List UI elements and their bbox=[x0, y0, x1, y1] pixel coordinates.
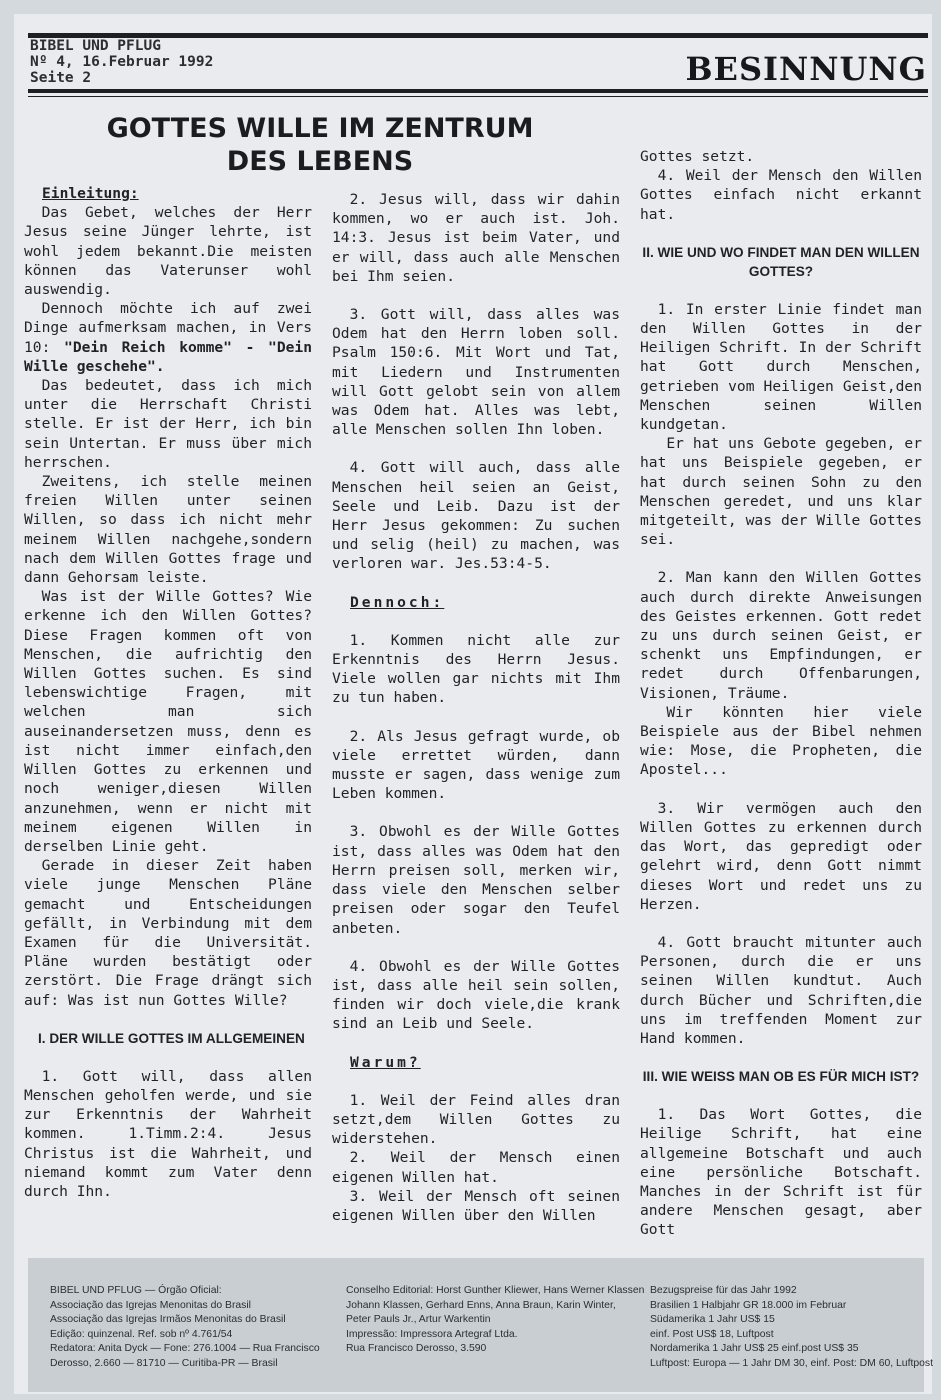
section-title: BESINNUNG bbox=[685, 50, 927, 88]
paragraph-text: Dennoch möchte ich auf zwei Dinge aufmerksam machen, in Vers 10: bbox=[24, 300, 312, 356]
list-item-continued: Gottes setzt. bbox=[640, 148, 755, 165]
intro-heading: Einleitung: bbox=[42, 185, 139, 202]
article-headline bbox=[40, 112, 600, 178]
imprint-line: Edição: quinzenal. Ref. sob nº 4.761/54 bbox=[50, 1328, 233, 1340]
headline-line-1: GOTTES WILLE IM ZENTRUM bbox=[106, 113, 534, 144]
imprint-editorial bbox=[346, 1284, 646, 1357]
imprint-line: Johann Klassen, Gerhard Enns, Anna Braun, Karin Winter, bbox=[346, 1299, 616, 1311]
imprint-line: BIBEL UND PFLUG — Órgão Oficial: bbox=[50, 1285, 222, 1296]
list-item: 3. Obwohl es der Wille Gottes ist, dass alles was Odem hat den Herrn preisen soll, merken wir, dass viele den Menschen selber preisen oder sogar den Teufel anbeten. bbox=[332, 823, 620, 937]
header-rule bbox=[28, 89, 928, 93]
imprint-line: Peter Pauls Jr., Artur Warkentin bbox=[346, 1314, 491, 1326]
paragraph: Wir könnten hier viele Beispiele aus der Bibel nehmen wie: Mose, die Propheten, die Apostel... bbox=[640, 703, 922, 779]
list-item: 4. Obwohl es der Wille Gottes ist, dass alle heil sein sollen, finden wir doch viele,die krank sind an Leib und Seele. bbox=[332, 957, 620, 1033]
list-item: 3. Gott will, dass alles was Odem hat den Herrn loben soll. Psalm 150:6. Mit Wort und Tat, mit Liedern und Instrumenten will Gott gelobt sein von allem was Odem hat. Alles was lebt, alle Menschen sollen Ihn loben. bbox=[332, 306, 620, 439]
list-item: 4. Gott will auch, dass alle Menschen heil seien an Geist, Seele und Leib. Dazu ist der Herr Jesus gekommen: Zu suchen und selig (heil) zu machen, was verloren war. Jes.53:4-5. bbox=[332, 459, 620, 573]
paragraph: Das bedeutet, dass ich mich unter die Herrschaft Christi stelle. Er ist der Herr, ich bin sein Untertan. Er muss über mich herrschen. bbox=[24, 377, 312, 471]
section-1-heading: I. DER WILLE GOTTES IM ALLGEMEINEN bbox=[38, 1030, 305, 1046]
imprint-line: Derosso, 2.660 — 81710 — Curitiba-PR — Brasil bbox=[50, 1357, 278, 1369]
imprint-line: Bezugspreise für das Jahr 1992 bbox=[650, 1285, 797, 1296]
list-item: 1. In erster Linie findet man den Willen Gottes in der Heiligen Schrift. In der Schrift hat Gott durch Menschen, getrieben vom Heiligen Geist,den Menschen seinen Willen kundgetan. bbox=[640, 300, 922, 434]
headline-line-2: DES LEBENS bbox=[226, 146, 414, 177]
dennoch-heading: Dennoch: bbox=[350, 593, 445, 611]
paragraph: Das Gebet, welches der Herr Jesus seine Jünger lehrte, ist wohl jedem bekannt.Die meisten können das Vaterunser wohl auswendig. bbox=[24, 204, 312, 299]
paragraph: Was ist der Wille Gottes? Wie erkenne ich den Willen Gottes? Diese Fragen kommen oft von Menschen, die aufrichtig den Willen Gottes suchen. Es sind lebenswichtige Fragen, mit welchen man sich auseinandersetzen muss, denn es ist nicht immer einfach,den Willen Gottes zu erkennen und noch weniger,diesen Willen anzunehmen, wenn er nicht mit meinem eigenen Willen in derselben Linie geht. bbox=[24, 588, 312, 855]
list-item: 2. Jesus will, dass wir dahin kommen, wo er auch ist. Joh. 14:3. Jesus ist beim Vater, und er will, dass auch alle Menschen bei Ihm seien. bbox=[332, 191, 620, 285]
imprint-publisher bbox=[50, 1284, 340, 1372]
imprint-line: Impressão: Impressora Artegraf Ltda. bbox=[346, 1328, 518, 1340]
header-rule-thin bbox=[28, 96, 928, 97]
bible-quote: "Dein Reich komme" - "Dein Wille geschehe". bbox=[24, 338, 312, 375]
list-item: 2. Weil der Mensch einen eigenen Willen hat. bbox=[332, 1149, 620, 1186]
imprint-line: Südamerika 1 Jahr US$ 15 bbox=[650, 1314, 775, 1326]
issue-date: Nº 4, 16.Februar 1992 bbox=[30, 54, 214, 70]
page-number: Seite 2 bbox=[30, 70, 92, 86]
article-column-1 bbox=[24, 184, 312, 1201]
imprint-line: einf. Post US$ 18, Luftpost bbox=[650, 1328, 774, 1340]
imprint-line: Brasilien 1 Halbjahr GR 18.000 im Februar bbox=[650, 1299, 847, 1311]
imprint-line: Conselho Editorial: Horst Gunther Kliewer, Hans Werner Klassen bbox=[346, 1285, 645, 1296]
imprint-footer bbox=[28, 1258, 933, 1392]
paragraph: Gerade in dieser Zeit haben viele junge Menschen Pläne gemacht und Entscheidungen gefällt, in Verbindung mit dem Examen für die Universität. Pläne wurden bestätigt oder zerstört. Die Frage drängt sich auf: Was ist nun Gottes Wille? bbox=[24, 857, 312, 1009]
imprint-line: Luftpost: Europa — 1 Jahr DM 30, einf. Post: DM 60, Luftpost bbox=[650, 1357, 933, 1369]
section-3-heading: III. WIE WEISS MAN OB ES FÜR MICH IST? bbox=[642, 1069, 920, 1085]
article-column-3 bbox=[640, 147, 922, 1240]
publication-name: BIBEL UND PFLUG bbox=[30, 38, 161, 54]
list-item: 4. Gott braucht mitunter auch Personen, durch die er uns seinen Willen kundtut. Auch durch Bücher und Schriften,die uns im treffenden Moment zur Hand kommen. bbox=[640, 933, 922, 1047]
list-item: 1. Das Wort Gottes, die Heilige Schrift, hat eine allgemeine Botschaft und auch eine persönliche Botschaft. Manches in der Schrift ist für andere Menschen gesagt, aber Gott bbox=[640, 1106, 922, 1239]
section-2-heading: II. WIE UND WO FINDET MAN DEN WILLEN GOTTES? bbox=[642, 244, 920, 279]
imprint-line: Associação das Igrejas Menonitas do Brasil bbox=[50, 1299, 251, 1311]
paragraph: Er hat uns Gebote gegeben, er hat uns Beispiele gegeben, er hat durch seinen Sohn zu den Menschen geredet, und uns klar mitgeteilt, was der Wille Gottes sei. bbox=[640, 435, 922, 549]
imprint-line: Associação das Igrejas Irmãos Menonitas do Brasil bbox=[50, 1314, 286, 1326]
list-item: 1. Kommen nicht alle zur Erkenntnis des Herrn Jesus. Viele wollen gar nichts mit Ihm zu tun haben. bbox=[332, 631, 620, 707]
imprint-line: Redatora: Anita Dyck — Fone: 276.1004 — Rua Francisco bbox=[50, 1343, 320, 1355]
list-item: 1. Weil der Feind alles dran setzt,dem Willen Gottes zu widerstehen. bbox=[332, 1091, 620, 1148]
imprint-line: Rua Francisco Derosso, 3.590 bbox=[346, 1343, 487, 1355]
imprint-prices bbox=[650, 1284, 933, 1372]
list-item: 4. Weil der Mensch den Willen Gottes einfach nicht erkannt hat. bbox=[640, 167, 922, 223]
list-item: 2. Als Jesus gefragt wurde, ob viele errettet würden, dann musste er sagen, dass wenige zum Leben kommen. bbox=[332, 727, 620, 803]
article-column-2 bbox=[332, 190, 620, 1225]
list-item: 1. Gott will, dass allen Menschen geholfen werde, und sie zur Erkenntnis der Wahrheit kommen. 1.Timm.2:4. Jesus Christus ist die Wahrheit, und niemand kommt zum Vater denn durch Ihn. bbox=[24, 1067, 312, 1200]
paragraph: Zweitens, ich stelle meinen freien Willen unter seinen Willen, so dass ich nicht mehr meinem Willen nachgehe,sondern nach dem Willen Gottes frage und dann Gehorsam leiste. bbox=[24, 473, 312, 587]
paragraph bbox=[24, 299, 312, 376]
list-item: 2. Man kann den Willen Gottes auch durch direkte Anweisungen des Geistes erkennen. Gott redet zu uns durch seinen Geist, er schenkt uns Empfindungen, er redet durch Offenbarungen, Visionen, Träume. bbox=[640, 569, 922, 702]
list-item: 3. Wir vermögen auch den Willen Gottes zu erkennen durch das Wort, das gepredigt oder gelehrt wird, denn Gott nimmt dieses Wort und redet uns zu Herzen. bbox=[640, 799, 922, 913]
list-item: 3. Weil der Mensch oft seinen eigenen Willen über den Willen bbox=[332, 1187, 620, 1224]
imprint-line: Nordamerika 1 Jahr US$ 25 einf.post US$ 35 bbox=[650, 1343, 859, 1355]
warum-heading: Warum? bbox=[350, 1053, 421, 1071]
masthead bbox=[30, 38, 270, 86]
